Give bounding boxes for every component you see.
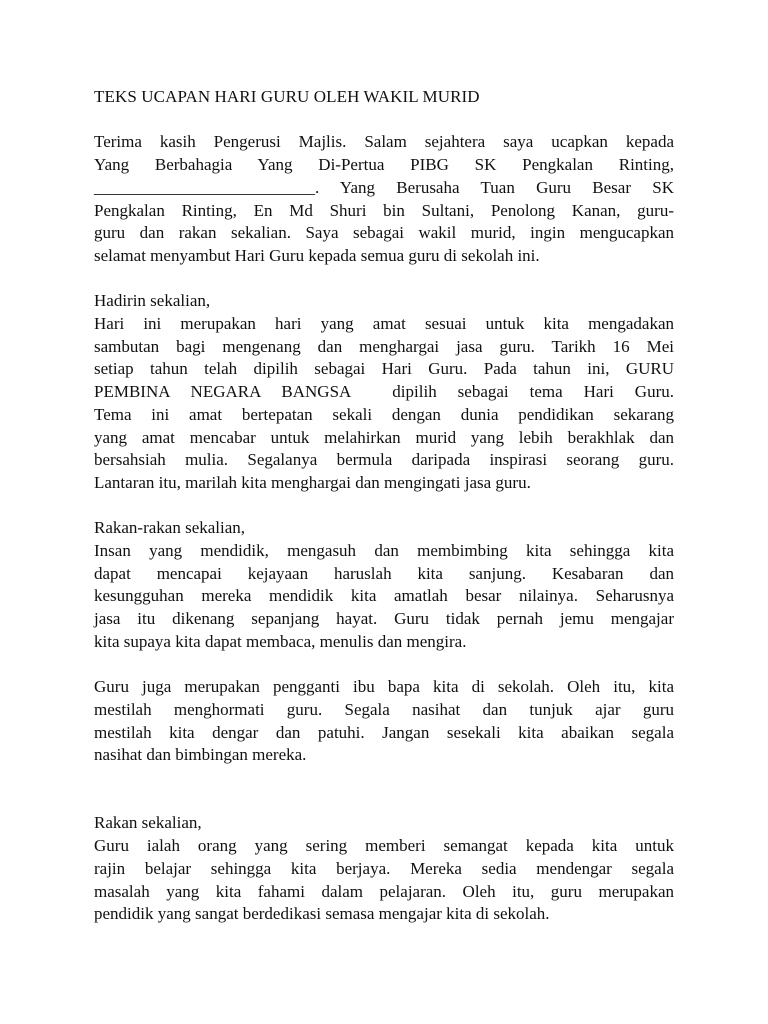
text-line: Guru ialah orang yang sering memberi semangat kepada kita untuk xyxy=(94,836,674,856)
text-line: yang amat mencabar untuk melahirkan murid yang lebih berakhlak dan xyxy=(94,427,674,447)
salutation-line: Rakan-rakan sekalian, xyxy=(94,518,246,538)
text-line: masalah yang kita fahami dalam pelajaran. Oleh itu, guru merupakan xyxy=(94,881,674,901)
paragraph-rakan-rakan xyxy=(94,517,674,653)
paragraph-rakan-sekalian xyxy=(94,812,674,926)
text-line: Guru juga merupakan pengganti ibu bapa kita di sekolah. Oleh itu, kita xyxy=(94,677,674,697)
text-line: PEMBINA NEGARA BANGSA dipilih sebagai tema Hari Guru. xyxy=(94,382,674,402)
text-line: Tema ini amat bertepatan sekali dengan dunia pendidikan sekarang xyxy=(94,404,674,424)
text-line: bersahsiah mulia. Segalanya bermula daripada inspirasi seorang guru. xyxy=(94,450,674,470)
text-line: mestilah kita dengar dan patuhi. Jangan sesekali kita abaikan segala xyxy=(94,722,674,742)
text-line: guru dan rakan sekalian. Saya sebagai wakil murid, ingin mengucapkan xyxy=(94,223,674,243)
salutation-line: Hadirin sekalian, xyxy=(94,291,211,311)
text-line: setiap tahun telah dipilih sebagai Hari Guru. Pada tahun ini, GURU xyxy=(94,359,674,379)
text-line: rajin belajar sehingga kita berjaya. Mereka sedia mendengar segala xyxy=(94,858,674,878)
salutation-line: Rakan sekalian, xyxy=(94,813,202,833)
blank-line xyxy=(94,790,674,813)
text-line: pendidik yang sangat berdedikasi semasa mengajar kita di sekolah. xyxy=(94,904,550,924)
text-line: Hari ini merupakan hari yang amat sesuai untuk kita mengadakan xyxy=(94,314,674,333)
text-line: nasihat dan bimbingan mereka. xyxy=(94,745,307,765)
text-line: Insan yang mendidik, mengasuh dan membimbing kita sehingga kita xyxy=(94,541,674,561)
text-line: mestilah menghormati guru. Segala nasihat dan tunjuk ajar guru xyxy=(94,699,674,719)
text-line: Lantaran itu, marilah kita menghargai dan mengingati jasa guru. xyxy=(94,472,531,492)
document-title: TEKS UCAPAN HARI GURU OLEH WAKIL MURID xyxy=(94,87,480,106)
text-line: __________________________. Yang Berusaha Tuan Guru Besar SK xyxy=(94,177,674,197)
text-line: selamat menyambut Hari Guru kepada semua guru di sekolah ini. xyxy=(94,245,540,265)
text-line: kesungguhan mereka mendidik kita amatlah besar nilainya. Seharusnya xyxy=(94,586,674,606)
text-line: jasa itu dikenang sepanjang hayat. Guru tidak pernah jemu mengajar xyxy=(94,609,674,629)
paragraph-hadirin xyxy=(94,290,674,494)
text-line: sambutan bagi mengenang dan menghargai jasa guru. Tarikh 16 Mei xyxy=(94,336,674,356)
text-line: Terima kasih Pengerusi Majlis. Salam sejahtera saya ucapkan kepada xyxy=(94,132,674,152)
text-line: Yang Berbahagia Yang Di-Pertua PIBG SK Pengkalan Rinting, xyxy=(94,155,674,175)
text-line: kita supaya kita dapat membaca, menulis dan mengira. xyxy=(94,631,467,651)
paragraph-opening xyxy=(94,131,674,267)
text-line: dapat mencapai kejayaan haruslah kita sanjung. Kesabaran dan xyxy=(94,563,674,583)
text-line: Pengkalan Rinting, En Md Shuri bin Sultani, Penolong Kanan, guru- xyxy=(94,200,674,220)
document-page xyxy=(94,86,674,949)
paragraph-pengganti xyxy=(94,676,674,767)
